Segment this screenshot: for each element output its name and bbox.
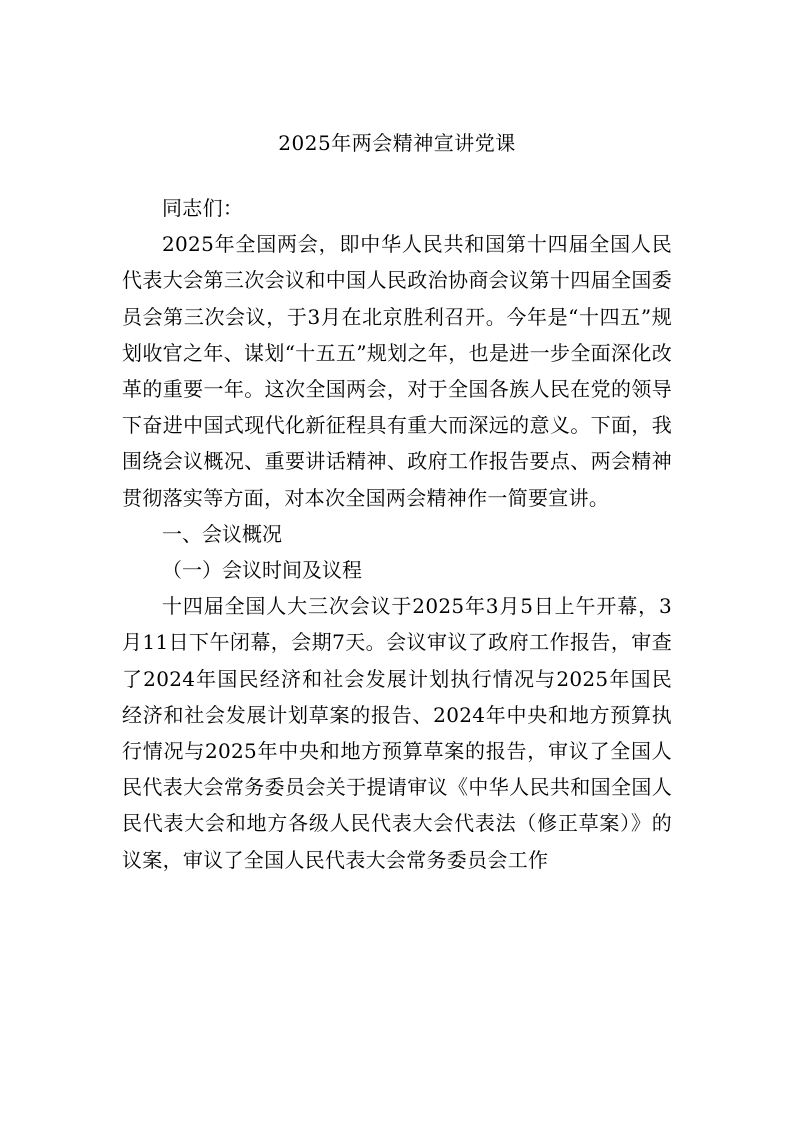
section-heading-overview: 一、会议概况 (162, 521, 282, 546)
salutation: 同志们： (162, 196, 244, 220)
body-paragraph: 十四届全国人大三次会议于2025年3月5日上午开幕，3月11日下午闭幕，会期7天。会议审议了政府工作报告，审查了2024年国民经济和社会发展计划执行情况与2025年国民经济和社会发展计划草案的报告、2024年中央和地方预算执行情况与2025年中央和地方预算草案的报告，审议了全国人民代表大会常务委员会关于提请审议《中华人民共和国全国人民代表大会和地方各级人民代表大会代表法（修正草案）》的议案，审议了全国人民代表大会常务委员会工作 (122, 594, 672, 872)
document-title: 2025年两会精神宣讲党课 (278, 131, 516, 155)
intro-paragraph: 2025年全国两会，即中华人民共和国第十四届全国人民代表大会第三次会议和中国人民政治协商会议第十四届全国委员会第三次会议，于3月在北京胜利召开。今年是“十四五”规划收官之年、谋划“十五五”规划之年，也是进一步全面深化改革的重要一年。这次全国两会，对于全国各族人民在党的领导下奋进中国式现代化新征程具有重大而深远的意义。下面，我围绕会议概况、重要讲话精神、政府工作报告要点、两会精神贯彻落实等方面，对本次全国两会精神作一简要宣讲。 (122, 232, 672, 510)
subsection-heading-schedule: （一）会议时间及议程 (162, 558, 362, 583)
document-page (122, 128, 672, 878)
